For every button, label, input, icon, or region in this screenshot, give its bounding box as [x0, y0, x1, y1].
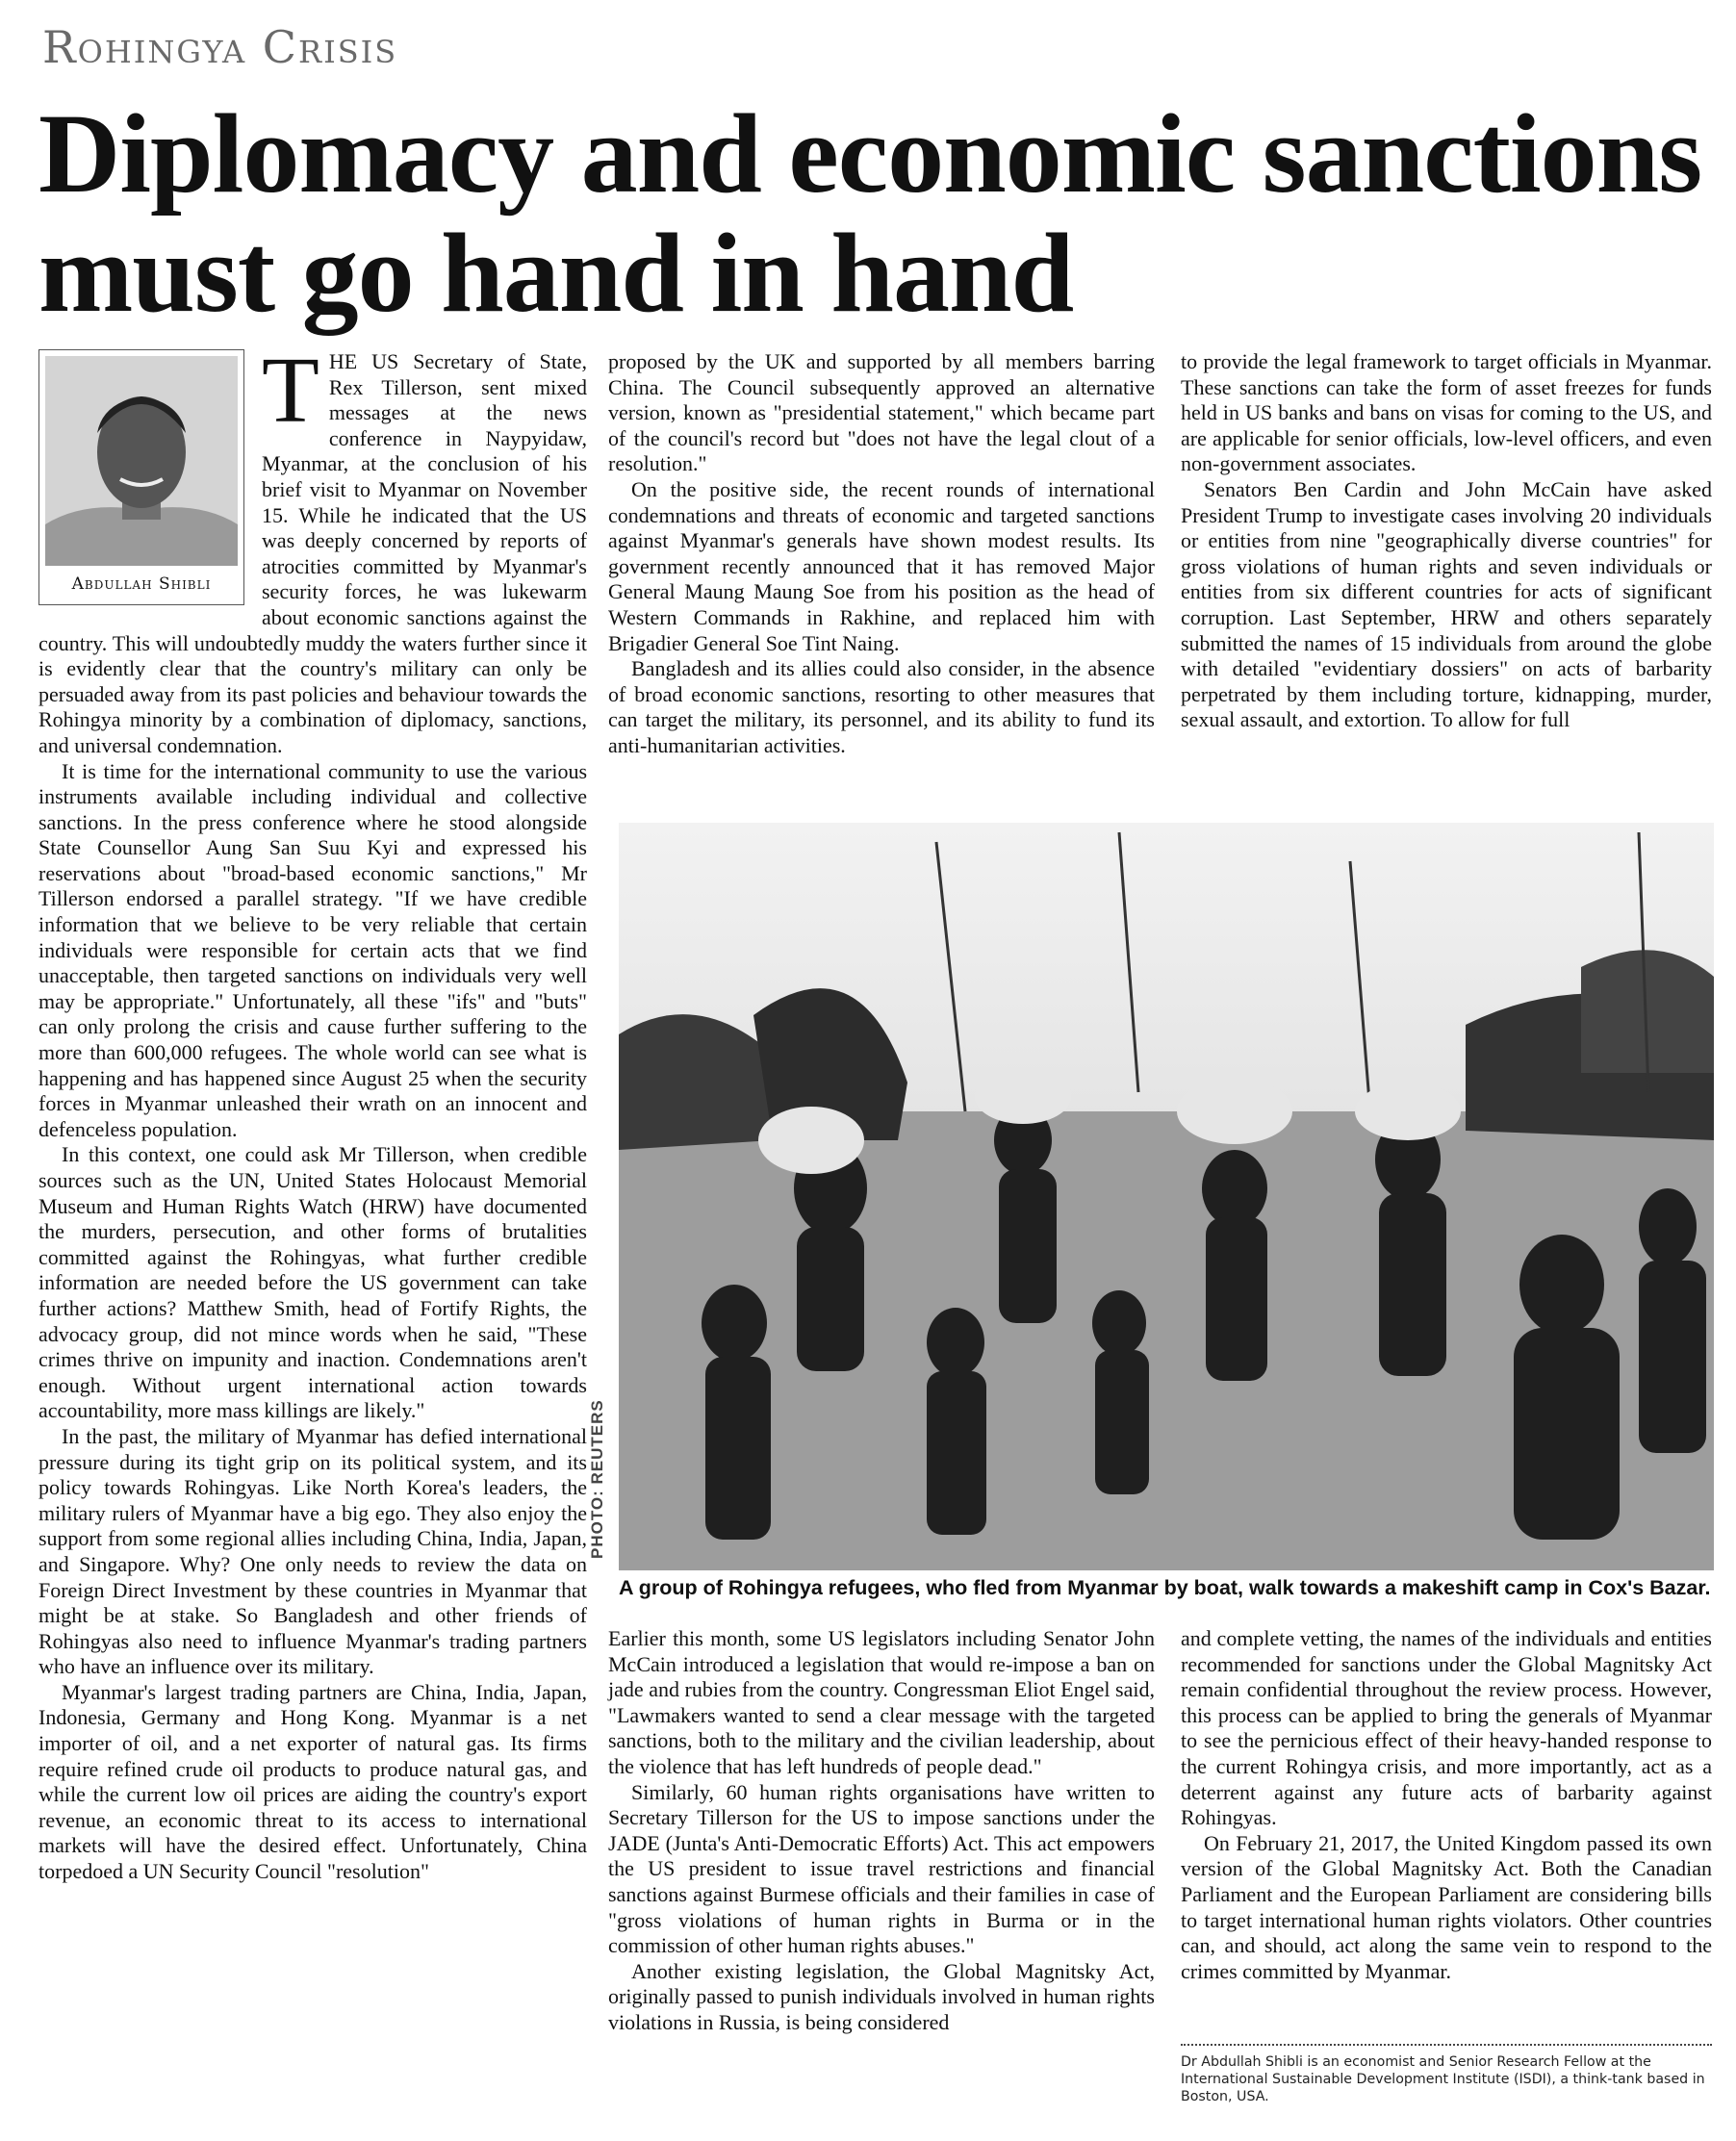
lead-paragraph: HE US Secretary of State, Rex Tillerson, sent mixed messages at the news conference in Naypyidaw, Myanmar, at the conclusion of his brief visit to Myanmar on November 15. While he indicated that the US was deeply concerned by reports of atrocities committed by Myanmar's security forces, he was lukewarm about economic sanctions against the country. This will undoubtedly muddy the waters further since it is evidently clear that the country's military can only be persuaded away from its past policies and behaviour towards the Rohingya minority by a combination of diplomacy, sanctions, and universal condemnation.: [38, 349, 587, 757]
paragraph: proposed by the UK and supported by all members barring China. The Council subsequently approved an alternative version, known as "presidential statement," which became part of the council's record but "does not have the legal clout of a resolution.": [608, 349, 1155, 476]
photo-credit: PHOTO: REUTERS: [588, 1399, 606, 1559]
drop-cap: T: [262, 339, 319, 443]
paragraph: Bangladesh and its allies could also consider, in the absence of broad economic sanctions, resorting to other measures that can target the military, its personnel, and its ability to fund its anti-humanitarian activities.: [608, 656, 1155, 757]
author-name: Abdullah Shibli: [71, 574, 212, 594]
author-box: [38, 349, 244, 605]
refugees-photo: [619, 823, 1714, 1570]
paragraph: to provide the legal framework to target officials in Myanmar. These sanctions can take the form of asset freezes for funds held in US banks and bans on visas for coming to the US, and are applicable for senior officials, low-level officers, and even non-government associates.: [1181, 349, 1712, 476]
headline: Diplomacy and economic sanctions must go hand in hand: [38, 90, 1702, 336]
column-2-top: [608, 349, 1155, 759]
paragraph: Senators Ben Cardin and John McCain have asked President Trump to investigate cases involving 20 individuals or entities from nine "geographically diverse countries" for gross violations of human rights and seven individuals or entities from six different countries for acts of significant corruption. Last September, HRW and others separately submitted the names of 15 individuals from around the globe with detailed "evidentiary dossiers" on acts of barbarity perpetrated by them including torture, kidnapping, murder, sexual assault, and extortion. To allow for full: [1181, 476, 1712, 732]
column-3-bottom: [1181, 1626, 1712, 1984]
paragraph: In the past, the military of Myanmar has defied international pressure during its tight grip on its political system, and its policy towards Rohingyas. Like North Korea's leaders, the military rulers of Myanmar have a big ego. They also enjoy the support from some regional allies including China, India, Japan, and Singapore. Why? One only needs to review the data on Foreign Direct Investment by these countries in Myanmar that might be at stake. So Bangladesh and other friends of Rohingyas also need to influence Myanmar's trading partners who have an influence over its military.: [38, 1423, 587, 1679]
paragraph: In this context, one could ask Mr Tillerson, when credible sources such as the UN, United States Holocaust Memorial Museum and Human Rights Watch (HRW) have documented the murders, persecution, and other forms of brutalities committed against the Rohingyas, what further credible information are needed before the US government can take further actions? Matthew Smith, head of Fortify Rights, the advocacy group, did not mince words when he said, "These crimes thrive on impunity and inaction. Condemnations aren't enough. Without urgent international action towards accountability, more mass killings are likely.": [38, 1142, 587, 1423]
column-1: [38, 339, 587, 1885]
paragraph: On February 21, 2017, the United Kingdom passed its own version of the Global Magnitsky Act. Both the Canadian Parliament and the European Parliament are considering bills to target international human rights violators. Other countries can, and should, act along the same vein to respond to the crimes committed by Myanmar.: [1181, 1830, 1712, 1983]
author-bio: Dr Abdullah Shibli is an economist and Senior Research Fellow at the International Sustainable Development Institute (ISDI), a think-tank based in Boston, USA.: [1181, 2054, 1705, 2104]
section-kicker: Rohingya Crisis: [42, 21, 398, 73]
paragraph: Another existing legislation, the Global Magnitsky Act, originally passed to punish individuals involved in human rights violations in Russia, is being considered: [608, 1958, 1155, 2034]
paragraph: On the positive side, the recent rounds of international condemnations and threats of economic and targeted sanctions against Myanmar's generals have shown modest results. Its government recently announced that it has removed Major General Maung Maung Soe from his position as the head of Western Commands in Rakhine, and replaced him with Brigadier General Soe Tint Naing.: [608, 476, 1155, 655]
paragraph: It is time for the international community to use the various instruments available including individual and collective sanctions. In the press conference where he stood alongside State Counsellor Aung San Suu Kyi and expressed his reservations about "broad-based economic sanctions," Mr Tillerson endorsed a parallel strategy. "If we have credible information that we believe to be very reliable that certain individuals were responsible for certain acts that we find unacceptable, then targeted sanctions on individuals very well may be appropriate." Unfortunately, all these "ifs" and "buts" can only prolong the crisis and cause further suffering to the more than 600,000 refugees. The whole world can see what is happening and has happened since August 25 when the security forces in Myanmar unleashed their wrath on an innocent and defenceless population.: [38, 758, 587, 1141]
paragraph: Earlier this month, some US legislators including Senator John McCain introduced a legislation that would re-impose a ban on jade and rubies from the country. Congressman Eliot Engel said, "Lawmakers wanted to send a clear message with the targeted sanctions, both to the military and the civilian leadership, about the violence that has left hundreds of people dead.": [608, 1626, 1155, 1778]
column-3-top: [1181, 349, 1712, 733]
paragraph: and complete vetting, the names of the individuals and entities recommended for sanctions under the Global Magnitsky Act remain confidential throughout the review process. However, this process can be applied to bring the generals of Myanmar to see the pernicious effect of their heavy-handed response to the current Rohingya crisis, and more importantly, act as a deterrent against any future acts of barbarity against Rohingyas.: [1181, 1626, 1712, 1830]
paragraph: Similarly, 60 human rights organisations have written to Secretary Tillerson for the US to impose sanctions under the JADE (Junta's Anti-Democratic Efforts) Act. This act empowers the US president to issue travel restrictions and financial sanctions against Burmese officials and their families in case of "gross violations of human rights in Burma or in the commission of other human rights abuses.": [608, 1779, 1155, 1958]
photo-caption: A group of Rohingya refugees, who fled from Myanmar by boat, walk towards a makeshift camp in Cox's Bazar.: [619, 1576, 1711, 1599]
bio-divider: [1181, 2044, 1712, 2046]
column-2-bottom: [608, 1626, 1155, 2036]
paragraph: Myanmar's largest trading partners are China, India, Japan, Indonesia, Germany and Hong Kong. Myanmar is a net importer of oil, and a net exporter of natural gas. Its firms require refined crude oil products to produce natural gas, and while the current low oil prices are aiding the country's export revenue, an economic threat to its access to international markets will have the desired effect. Unfortunately, China torpedoed a UN Security Council "resolution": [38, 1679, 587, 1884]
author-photo: [45, 356, 238, 566]
